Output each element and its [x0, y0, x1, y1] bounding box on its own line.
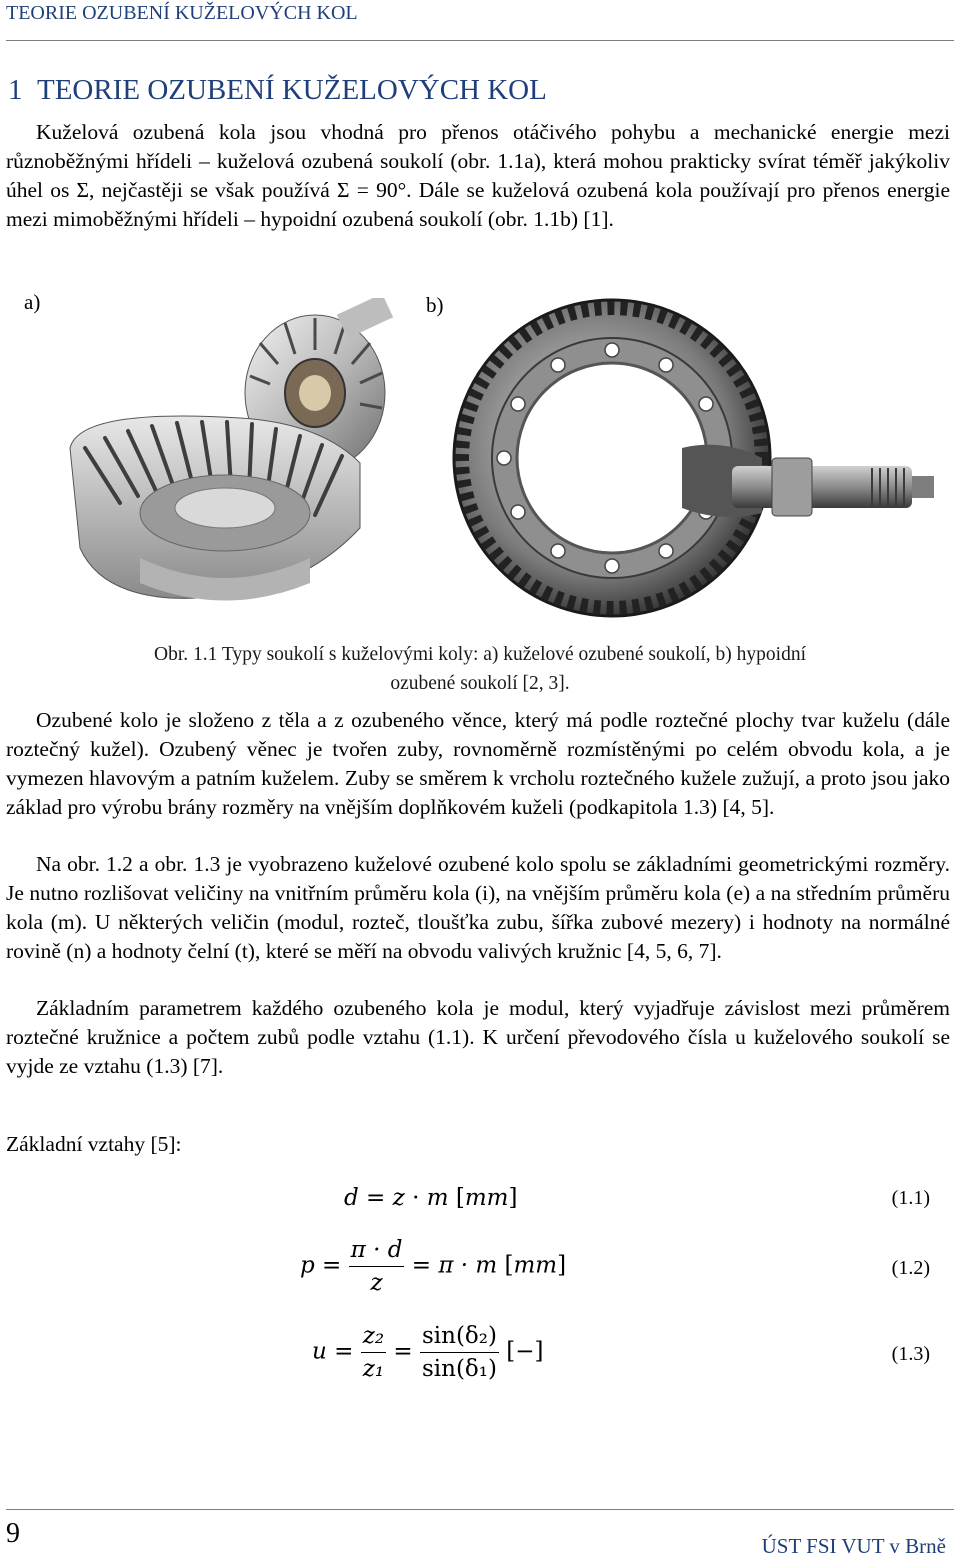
eq3-numerator-z2: z₂ — [361, 1323, 386, 1353]
eq2-numerator: π · d — [349, 1237, 405, 1267]
eq1-op: = — [366, 1185, 386, 1211]
eq2-fraction — [349, 1237, 405, 1296]
eq1-unit-close: ] — [508, 1185, 518, 1211]
figure-label-a: a) — [24, 290, 41, 314]
paragraph-gear-geometry: Na obr. 1.2 a obr. 1.3 je vyobrazeno kuželové ozubené kolo spolu se základními geometrickými rozměry. Je nutno rozlišovat veličiny na vnitřním průměru kola (i), na vnějším průměru kola (e) a na středním průměru kola (m). U některých veličin (modul, rozteč, tloušťka zubu, šířka zubové mezery) i hodnoty na normálné rovině (n) a hodnoty čelní (t), které se měří na obvodu valivých kružnic [4, 5, 6, 7]. — [6, 852, 950, 963]
footer-organization: ÚST FSI VUT v Brně — [761, 1534, 946, 1558]
eq2-unit-open: [ — [504, 1252, 514, 1279]
eq3-fraction-angles — [420, 1323, 499, 1382]
eq2-unit: mm — [513, 1252, 558, 1279]
eq3-numerator-sin: sin(δ₂) — [420, 1323, 499, 1353]
figure-hypoid-gear-set — [432, 298, 947, 618]
chapter-title — [8, 74, 547, 107]
eq1-lhs: d — [344, 1185, 359, 1211]
footer-rule — [6, 1509, 954, 1510]
figure-caption-line2: ozubené soukolí [2, 3]. — [390, 673, 570, 694]
paragraph-module: Základním parametrem každého ozubeného kola je modul, který vyjadřuje závislost mezi průměrem roztečné kružnice a počtem zubů podle vztahu (1.1). K určení převodového čísla u kuželového soukolí se vyjde ze vztahu (1.3) [7]. — [6, 996, 950, 1078]
pinion-shaft — [682, 445, 934, 517]
page-number: 9 — [6, 1518, 20, 1549]
eq2-rhs: π · m — [438, 1252, 498, 1279]
eq2-denominator: z — [370, 1270, 383, 1296]
equation-number-1-2: (1.2) — [891, 1257, 930, 1279]
figure-caption — [30, 640, 930, 698]
eq3-denominator-sin: sin(δ₁) — [421, 1356, 497, 1382]
eq2-unit-close: ] — [557, 1252, 567, 1279]
eq3-fraction-teeth — [361, 1323, 386, 1382]
header-rule — [6, 40, 954, 41]
eq1-var-m: m — [426, 1185, 449, 1211]
paragraph-gear-body: Ozubené kolo je složeno z těla a z ozubeného věnce, který má podle roztečné plochy tvar kuželu (dále roztečný kužel). Ozubený věnec je tvořen zuby, rovnoměrně rozmístěnými po celém obvodu kola, a je vymezen hlavovým a patním kuželem. Zuby se směrem k vrcholu roztečného kužele zužují, a proto jsou jako základ pro výrobu brány rozměry na vnějším doplňkovém kuželi (podkapitola 1.3) [4, 5]. — [6, 708, 950, 819]
running-header: TEORIE OZUBENÍ KUŽELOVÝCH KOL — [6, 2, 358, 24]
eq3-op: = — [334, 1338, 354, 1365]
figure-bevel-gear-pair — [60, 298, 425, 613]
paragraph-intro: Kuželová ozubená kola jsou vhodná pro přenos otáčivého pohybu a mechanické energie mezi různoběžnými hřídeli – kuželová ozubená soukolí (obr. 1.1a), která mohou prakticky svírat téměř jakýkoliv úhel os Σ, nejčastěji se však používá Σ = 90°. Dále se kuželová ozubená kola používají pro přenos energie mezi mimoběžnými hřídeli – hypoidní ozubená soukolí (obr. 1.1b) [1]. — [6, 120, 950, 231]
chapter-number: 1 — [8, 74, 23, 106]
equation-number-1-1: (1.1) — [891, 1187, 930, 1209]
chapter-title-text: TEORIE OZUBENÍ KUŽELOVÝCH KOL — [37, 74, 547, 106]
eq2-op2: = — [411, 1252, 432, 1279]
eq3-denominator-z1: z₁ — [362, 1356, 385, 1382]
eq2-op: = — [322, 1252, 342, 1279]
eq1-unit-open: [ — [455, 1185, 465, 1211]
eq3-op2: = — [393, 1338, 413, 1365]
eq3-lhs: u — [312, 1338, 327, 1365]
formulas-intro: Základní vztahy [5]: — [6, 1132, 182, 1156]
eq1-var-z: z — [392, 1185, 405, 1211]
bevel-gear — [70, 416, 360, 601]
eq1-unit: mm — [464, 1185, 509, 1211]
eq1-dot: · — [412, 1185, 420, 1211]
equation-number-1-3: (1.3) — [891, 1343, 930, 1365]
figure-caption-line1: Obr. 1.1 Typy soukolí s kuželovými koly: a) kuželové ozubené soukolí, b) hypoidní — [154, 644, 806, 665]
eq2-lhs: p — [300, 1252, 315, 1279]
eq3-unit: [−] — [506, 1338, 544, 1365]
figure-label-b: b) — [426, 293, 444, 317]
